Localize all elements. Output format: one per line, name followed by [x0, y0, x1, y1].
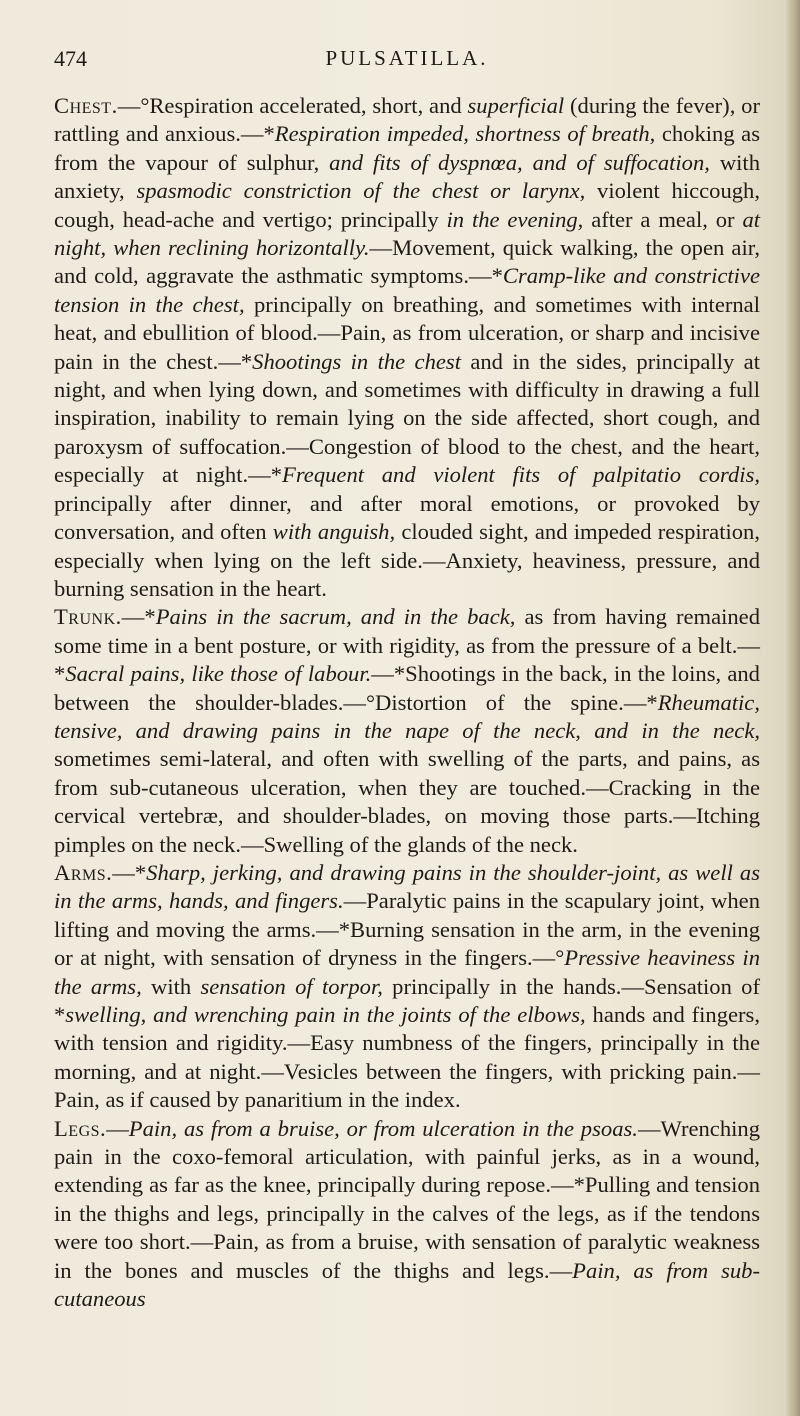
text-run: and in the sides, principally at night, and when lying down, and sometimes with difficulty in drawing a full inspiration, inability to remain lying on the side affected, short cough, and paroxysm of suffocation.—Congestion of blood to the chest, and the heart, especially at night.—*: [54, 348, 760, 488]
section-heading-chest: Chest.: [54, 93, 118, 118]
text-run: principally in the hands.—Sensation of *: [54, 973, 760, 1027]
section-text-legs: [54, 1116, 760, 1311]
text-run: —Movement, quick walking, the open air, and cold, aggravate the asthmatic symptoms.—*: [54, 235, 760, 289]
italic-text-run: Sacral pains, like those of labour.: [65, 661, 372, 687]
italic-text-run: Pain, as from a bruise, or from ulceration in the psoas.: [128, 1115, 638, 1141]
italic-text-run: spasmodic constriction of the chest or larynx,: [136, 178, 586, 204]
italic-text-run: sensation of torpor,: [200, 973, 383, 999]
italic-text-run: Cramp-like and constrictive tension in the chest,: [54, 263, 761, 317]
section-heading-trunk: Trunk.: [54, 604, 122, 630]
text-run: principally on breathing, and sometimes with internal heat, and ebullition of blood.—Pain, as from ulceration, or sharp and incisive pain in the chest.—*: [54, 291, 760, 374]
italic-text-run: Sharp, jerking, and drawing pains in the shoulder-joint, as well as in the arms, hands, and fingers.: [54, 859, 760, 914]
italic-text-run: Pains in the sacrum, and in the back,: [155, 604, 516, 630]
italic-text-run: swelling, and wrenching pain in the joints of the elbows,: [65, 1002, 586, 1027]
paragraph-chest: [54, 92, 760, 603]
italic-text-run: Pressive heaviness in the arms,: [54, 945, 760, 999]
paragraph-arms: [54, 859, 760, 1115]
italic-text-run: Rheumatic, tensive, and drawing pains in the nape of the neck, and in the neck,: [54, 689, 760, 743]
text-run: —: [106, 1115, 129, 1141]
section-heading-arms: Arms.: [54, 859, 113, 885]
page-header: [54, 40, 760, 80]
text-run: after a meal, or: [583, 206, 743, 232]
text-run: —°Respiration accelerated, short, and: [117, 93, 468, 118]
text-run: —*: [112, 859, 147, 885]
text-run: —Wrenching pain in the coxo-femoral articulation, with painful jerks, as in a wound, extending as far as the knee, principally during repose.—*Pulling and tension in the thighs and legs, principally in the calves of the legs, as if the tendons were too short.—Pain, as from a bruise, with sensation of paralytic weakness in the bones and muscles of the thighs and legs.—: [54, 1115, 760, 1283]
text-run: with anxiety,: [54, 149, 760, 204]
section-text-arms: [54, 860, 760, 1112]
running-title: PULSATILLA.: [325, 46, 489, 70]
text-run: as from having remained some time in a bent posture, or with rigidity, as from the pressure of a belt.—*: [54, 604, 760, 687]
text-run: principally after dinner, and after moral emotions, or provoked by conversation, and often: [54, 490, 760, 545]
text-run: with: [141, 973, 201, 999]
italic-text-run: and fits of dyspnœa, and of suffocation,: [329, 149, 710, 175]
text-run: (during the fever), or rattling and anxious.—*: [54, 93, 760, 147]
text-run: —*Shootings in the back, in the loins, and between the shoulder-blades.—°Distortion of the spine.—*: [54, 661, 760, 715]
page-number: 474: [54, 46, 87, 71]
italic-text-run: Respiration impeded, shortness of breath,: [274, 121, 656, 147]
text-run: choking as from the vapour of sulphur,: [54, 121, 760, 175]
italic-text-run: with anguish,: [272, 519, 396, 545]
italic-text-run: at night, when reclining horizontally.: [54, 206, 761, 261]
text-run: sometimes semi-lateral, and often with swelling of the parts, and pains, as from sub-cutaneous ulceration, when they are touched.—Cracking in the cervical vertebræ, and shoulder-blades, on moving those parts.—Itching pimples on the neck.—Swelling of the glands of the neck.: [54, 746, 760, 857]
section-text-chest: [54, 93, 760, 601]
page-body: [54, 92, 760, 1313]
paragraph-legs: [54, 1115, 760, 1314]
paragraph-trunk: [54, 603, 760, 859]
section-heading-legs: Legs.: [54, 1115, 107, 1141]
italic-text-run: Pain, as from sub-cutaneous: [54, 1257, 760, 1312]
italic-text-run: Shootings in the chest: [252, 348, 461, 374]
text-run: —Paralytic pains in the scapulary joint, when lifting and moving the arms.—*Burning sensation in the arm, in the evening or at night, with sensation of dryness in the fingers.—°: [54, 888, 760, 971]
page-binding-edge: [786, 0, 800, 1416]
italic-text-run: superficial: [467, 93, 565, 118]
text-run: —*: [121, 604, 156, 630]
italic-text-run: Frequent and violent fits of palpitatio cordis,: [282, 462, 761, 488]
section-text-trunk: [54, 604, 760, 856]
text-run: violent hiccough, cough, head-ache and vertigo; principally: [54, 178, 761, 232]
text-run: clouded sight, and impeded respiration, especially when lying on the left side.—Anxiety, heaviness, pressure, and burning sensation in the heart.: [54, 519, 760, 601]
text-run: hands and fingers, with tension and rigidity.—Easy numbness of the fingers, principally in the morning, and at night.—Vesicles between the fingers, with pricking pain.—Pain, as if caused by panaritium in the index.: [54, 1002, 760, 1113]
italic-text-run: in the evening,: [446, 206, 584, 232]
